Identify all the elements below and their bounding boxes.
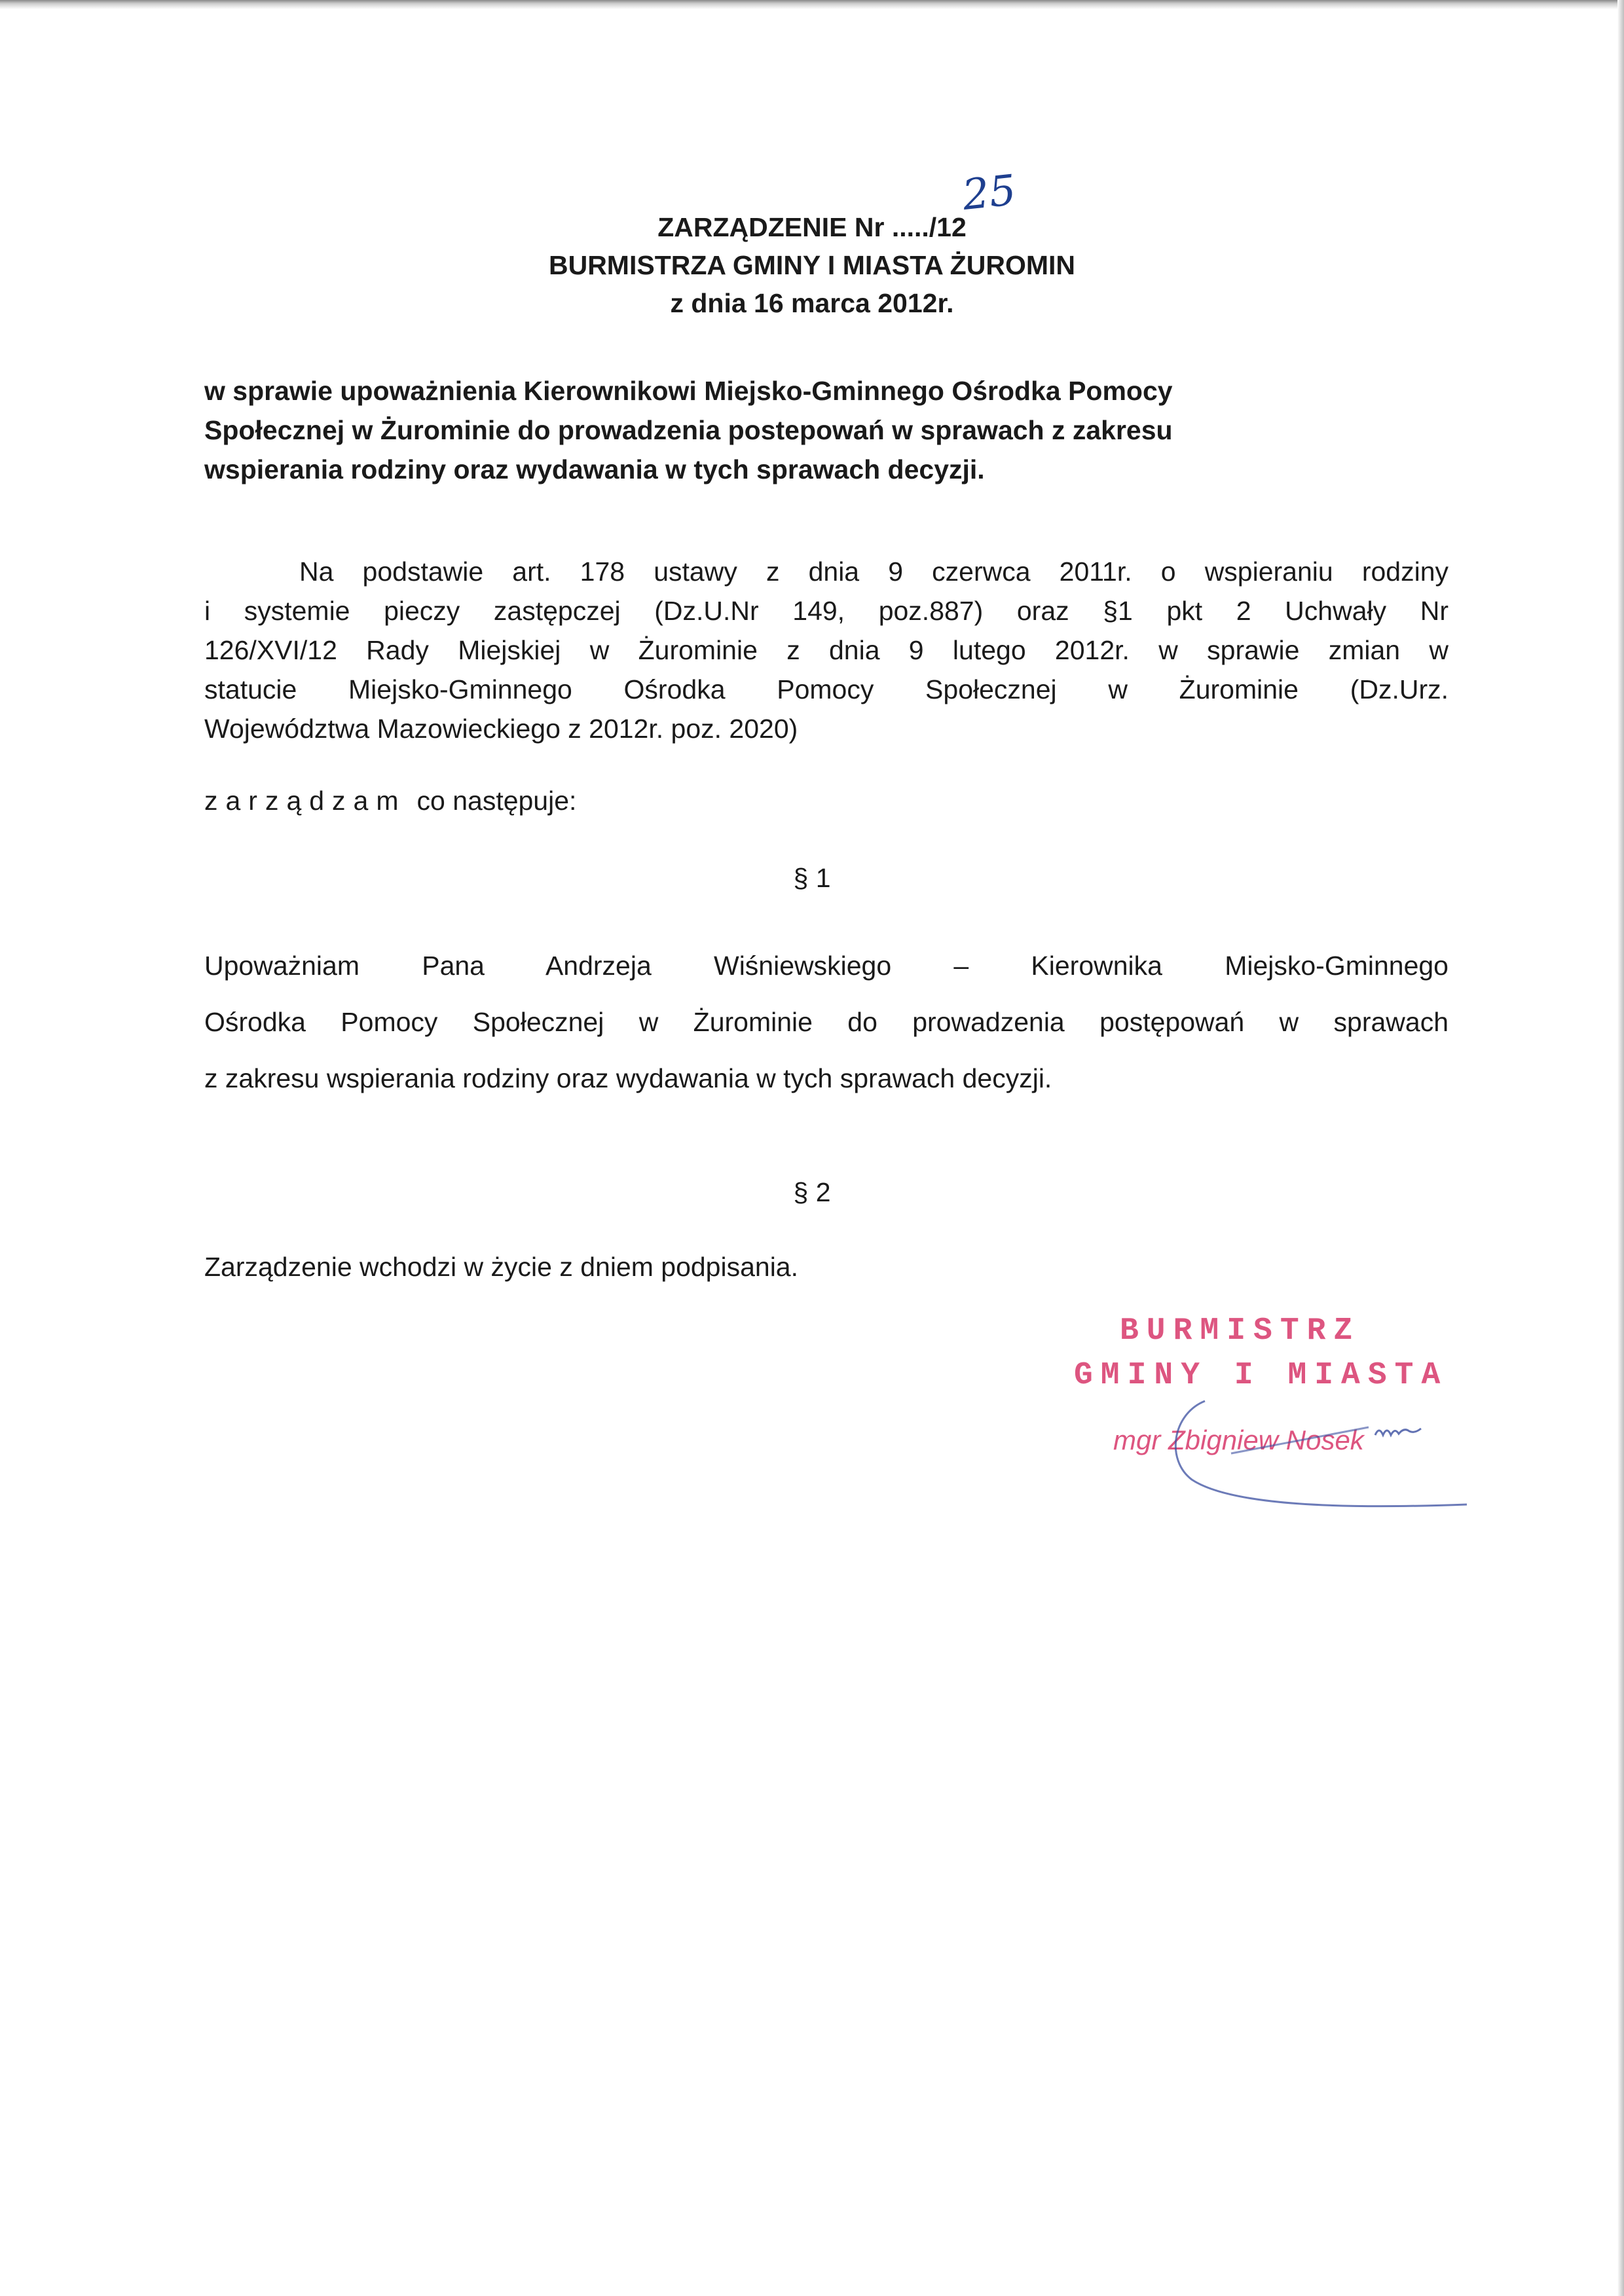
legal-basis-line: i systemie pieczy zastępczej (Dz.U.Nr 149, poz.887) oraz §1 pkt 2 Uchwały Nr	[204, 596, 1449, 626]
section-1-heading: § 1	[793, 863, 831, 893]
handwritten-signature	[1133, 1388, 1473, 1519]
title-dots: .....	[891, 212, 929, 242]
subject-line: wspierania rodziny oraz wydawania w tych sprawach decyzji.	[204, 454, 985, 484]
stamp-office: GMINY I MIASTA	[1074, 1358, 1449, 1393]
legal-basis-line: statucie Miejsko-Gminnego Ośrodka Pomocy Społecznej w Żurominie (Dz.Urz.	[204, 674, 1449, 704]
scan-edge-right	[1617, 0, 1624, 2296]
subject-line: Społecznej w Żurominie do prowadzenia postepowań w sprawach z zakresu	[204, 415, 1173, 445]
legal-basis-block	[204, 552, 1449, 748]
decree-rest: co następuje:	[416, 786, 577, 816]
subject-line: w sprawie upoważnienia Kierownikowi Miejsko-Gminnego Ośrodka Pomocy	[204, 376, 1173, 406]
scan-edge-top	[0, 0, 1624, 9]
stamp-name: mgr Zbigniew Nosek	[1113, 1425, 1364, 1455]
decree-verb: zarządzam	[204, 786, 407, 816]
section-1-body	[204, 938, 1449, 1106]
section-1-line: z zakresu wspierania rodziny oraz wydawania w tych sprawach decyzji.	[204, 1063, 1052, 1093]
decree-line	[204, 786, 576, 816]
section-2-heading: § 2	[793, 1177, 831, 1207]
section-1-line: Upoważniam Pana Andrzeja Wiśniewskiego – Kierownika Miejsko-Gminnego	[204, 951, 1449, 981]
title-prefix: ZARZĄDZENIE Nr	[657, 212, 892, 242]
legal-basis-line: Na podstawie art. 178 ustawy z dnia 9 czerwca 2011r. o wspieraniu rodziny	[299, 556, 1449, 587]
date-line: z dnia 16 marca 2012r.	[670, 288, 954, 318]
legal-basis-line: Województwa Mazowieckiego z 2012r. poz. 2020)	[204, 714, 798, 744]
section-1-line: Ośrodka Pomocy Społecznej w Żurominie do prowadzenia postępowań w sprawach	[204, 1007, 1449, 1037]
section-2-body: Zarządzenie wchodzi w życie z dniem podpisania.	[204, 1252, 799, 1282]
issuer-line: BURMISTRZA GMINY I MIASTA ŻUROMIN	[548, 250, 1075, 280]
subject-block	[204, 371, 1449, 489]
stamp-title: BURMISTRZ	[1120, 1313, 1361, 1349]
document-title	[0, 166, 1624, 246]
official-stamp	[1048, 1309, 1467, 1506]
title-suffix: /12	[929, 212, 967, 242]
legal-basis-line: 126/XVI/12 Rady Miejskiej w Żurominie z dnia 9 lutego 2012r. w sprawie zmian w	[204, 635, 1449, 665]
document-header	[0, 166, 1624, 322]
handwritten-number: 25	[960, 166, 1018, 221]
